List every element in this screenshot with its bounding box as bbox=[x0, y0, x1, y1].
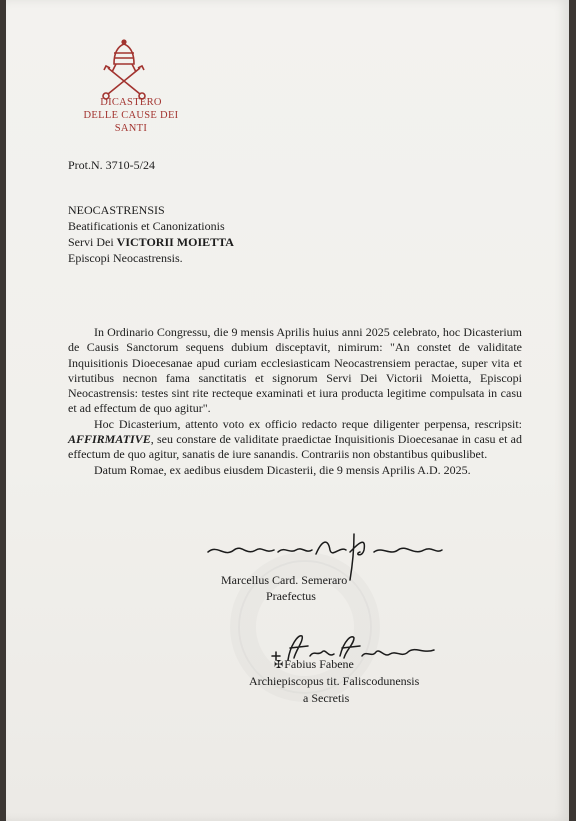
address-line1: NEOCASTRENSIS bbox=[68, 203, 165, 217]
datum-line: Datum Romae, ex aedibus eiusdem Dicasterii, die 9 mensis Aprilis A.D. 2025. bbox=[94, 462, 471, 477]
secretary-name-line bbox=[274, 656, 354, 674]
protocol-number: Prot.N. 3710-5/24 bbox=[68, 158, 155, 172]
affirmative-word: AFFIRMATIVE bbox=[68, 432, 151, 447]
decree-body bbox=[68, 325, 522, 478]
cross-icon: ✠ bbox=[274, 659, 284, 671]
dicastery-line1: DICASTERO bbox=[100, 97, 162, 108]
paragraph-2-end: , seu constare de validitate praedictae Inquisitionis Dioecesanae in casu et ad effectum de quo agitur, sanatis de iure sanandis. Contrariis non obstantibus quibuslibet. bbox=[68, 432, 522, 462]
cause-address bbox=[68, 202, 234, 266]
dicastery-line2: DELLE CAUSE DEI SANTI bbox=[83, 110, 179, 134]
secretary-name: Fabius Fabene bbox=[284, 657, 354, 671]
prefect-title: Praefectus bbox=[266, 589, 316, 603]
dicastery-name bbox=[66, 96, 196, 135]
paragraph-1: In Ordinario Congressu, die 9 mensis Aprilis huius anni 2025 celebrato, hoc Dicasterium de Causis Sanctorum sequens dubium disceptavit, nimirum: "An constet de validitate Inquisitionis Dioecesanae apud curiam ecclesiasticam Neocastrensiem peractae, super vita et virtutibus necnon fama sanctitatis et signorum Servi Dei Victorii Moietta, Episcopi Neocastrensis: testes sint rite recteque examinati et iura producta legitime compulsata in casu et ad effectum de quo agitur". bbox=[68, 325, 522, 416]
document-page bbox=[6, 0, 569, 821]
secretary-title: Archiepiscopus tit. Faliscodunensis bbox=[249, 674, 420, 688]
secretary-role: a Secretis bbox=[303, 691, 350, 705]
address-line2: Beatificationis et Canonizationis bbox=[68, 219, 225, 233]
paragraph-2 bbox=[68, 417, 522, 463]
address-line3 bbox=[68, 234, 234, 250]
address-line4: Episcopi Neocastrensis. bbox=[68, 251, 183, 265]
address-line3-prefix: Servi Dei bbox=[68, 235, 117, 249]
paragraph-2-start: Hoc Dicasterium, attento voto ex officio redacto reque diligenter perpensa, rescripsit: bbox=[94, 416, 522, 431]
prefect-name: Marcellus Card. Semeraro bbox=[221, 573, 348, 587]
papal-crest-icon bbox=[98, 38, 150, 100]
servant-name: VICTORII MOIETTA bbox=[116, 235, 234, 249]
